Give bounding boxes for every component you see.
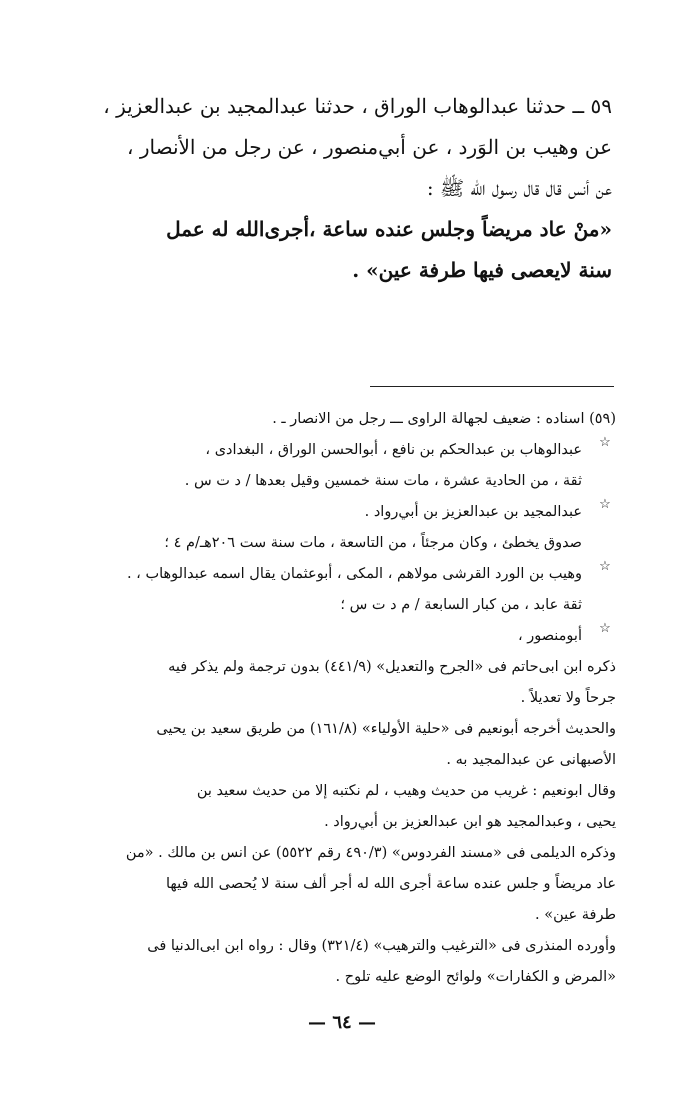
narrator-line: وهيب بن الورد القرشى مولاهم ، المكى ، أبوعثمان يقال اسمه عبدالوهاب ، . [126,566,582,582]
note-line: والحديث أخرجه أبونعيم فى «حلية الأولياء» (١٦١/٨) من طريق سعيد بن يحيى [156,721,616,737]
narrator-line: صدوق يخطئ ، وكان مرجئاً ، من التاسعة ، مات سنة ست ٢٠٦هـ/م ٤ ؛ [164,535,582,551]
star-icon: ☆ [599,435,611,450]
narrator-entry [68,621,616,652]
note-line: الأصبهانى عن عبدالمجيد به . [446,752,616,768]
main-line-2: عن وهيب بن الوَرد ، عن أبي‌منصور ، عن رجل من الأنصار ، [127,135,612,159]
note-line: ذكره ابن ابى‌حاتم فى «الجرح والتعديل» (٤٤١/٩) بدون ترجمة ولم يذكر فيه [168,659,616,675]
narrator-line: ثقة عابد ، من كبار السابعة / م د ت س ؛ [340,597,582,613]
footnote-intro: (٥٩) اسناده : ضعيف لجهالة الراوى ـــ رجل من الانصار ـ . [272,411,616,427]
page-number: — ٦٤ — [308,1012,376,1033]
footnotes [68,404,616,993]
footnote-separator [370,386,614,387]
note-line: طرفة عين» . [534,907,616,923]
narrator-entry [68,497,616,559]
note-line: يحيى ، وعبدالمجيد هو ابن عبدالعزيز بن أبي‌رواد . [324,814,616,830]
narrator-entry [68,559,616,621]
narrator-line: أبومنصور ، [517,628,582,644]
note-line: جرحاً ولا تعديلاً . [520,690,616,706]
star-icon: ☆ [599,621,611,636]
narrator-entry [68,435,616,497]
note-line: «المرض و الكفارات» ولوائح الوضع عليه تلوح . [335,969,616,985]
star-icon: ☆ [599,559,611,574]
note-line: عاد مريضاً و جلس عنده ساعة أجرى الله له أجر ألف سنة لا يُحصى الله فيها [166,876,616,892]
note-line: وأورده المنذرى فى «الترغيب والترهيب» (٣٢١/٤) وقال : رواه ابن ابى‌الدنيا فى [147,938,616,954]
main-line-1: ٥٩ ــ حدثنا عبدالوهاب الوراق ، حدثنا عبدالمجيد بن عبدالعزيز ، [103,94,612,118]
note-line: وذكره الديلمى فى «مسند الفردوس» (٤٩٠/٣ رقم ٥٥٢٢) عن انس بن مالك . «من [125,845,616,861]
hadith-line-1: «منْ عاد مريضاً وجلس عنده ساعة ،أجرى‌الله له عمل [166,217,612,241]
star-icon: ☆ [599,497,611,512]
narrator-line: عبدالمجيد بن عبدالعزيز بن أبي‌رواد . [364,504,582,520]
narrator-line: عبدالوهاب بن عبدالحكم بن نافع ، أبوالحسن الوراق ، البغدادى ، [205,442,582,458]
note-line: وقال ابونعيم : غريب من حديث وهيب ، لم نكتبه إلا من حديث سعيد بن [196,783,616,799]
main-line-3: عن أنس قال قال رسول الله ﷺ : [426,176,612,200]
narrator-line: ثقة ، من الحادية عشرة ، مات سنة خمسين وقيل بعدها / د ت س . [184,473,582,489]
hadith-line-2: سنة لايعصى فيها طرفة عين» . [352,258,612,282]
main-text [102,86,612,291]
